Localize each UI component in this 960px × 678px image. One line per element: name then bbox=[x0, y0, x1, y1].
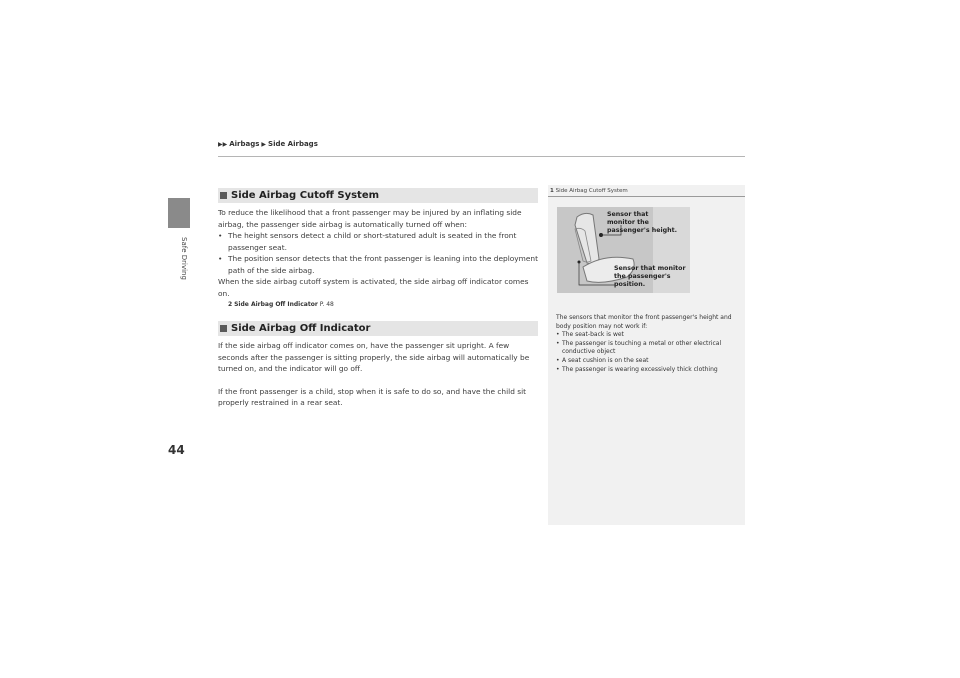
cutoff-body bbox=[218, 207, 540, 310]
xref-icon: 1 bbox=[550, 188, 554, 194]
sidebar-title bbox=[548, 185, 745, 197]
label-height-line-3: passenger's height. bbox=[607, 227, 678, 234]
bullet-icon: • bbox=[218, 231, 223, 240]
list-item bbox=[218, 230, 540, 253]
bullet-icon: • bbox=[556, 356, 560, 364]
header-divider bbox=[218, 156, 745, 157]
section-heading-cutoff bbox=[218, 188, 538, 203]
label-height-line-1: Sensor that bbox=[607, 211, 649, 218]
bullet-icon: • bbox=[218, 254, 223, 263]
sidebar-note bbox=[548, 185, 745, 525]
breadcrumb bbox=[218, 140, 318, 148]
condition-text: The passenger is wearing excessively thick clothing bbox=[562, 365, 718, 373]
bullet-icon: • bbox=[556, 365, 560, 373]
indicator-paragraph-2: If the front passenger is a child, stop when it is safe to do so, and have the child sit properly restrained in a rear seat. bbox=[218, 386, 527, 407]
section-heading-text: Side Airbag Cutoff System bbox=[231, 190, 380, 201]
arrow-right-icon: ▶▶ bbox=[218, 140, 228, 148]
xref-page: P. 48 bbox=[319, 301, 334, 308]
xref-icon: 2 bbox=[228, 301, 233, 308]
square-bullet-icon bbox=[220, 325, 227, 332]
condition-text: The seat-back is wet bbox=[562, 331, 624, 339]
cutoff-after: When the side airbag cutoff system is activated, the side airbag off indicator comes on. bbox=[218, 277, 529, 298]
chapter-label: Safe Driving bbox=[180, 237, 188, 280]
seat-illustration bbox=[557, 207, 690, 293]
bullet-text: The position sensor detects that the front passenger is leaning into the deployment path of the side airbag. bbox=[228, 254, 538, 275]
indicator-paragraph-1: If the side airbag off indicator comes on, have the passenger sit upright. A few seconds after the passenger is sitting properly, the side airbag will automatically be turned on, and the indicator will go off. bbox=[218, 341, 530, 373]
square-bullet-icon bbox=[220, 192, 227, 199]
section-heading-indicator bbox=[218, 321, 538, 336]
breadcrumb-item-side-airbags[interactable]: Side Airbags bbox=[268, 140, 318, 148]
breadcrumb-item-airbags[interactable]: Airbags bbox=[229, 140, 260, 148]
list-item bbox=[556, 366, 741, 375]
condition-text: A seat cushion is on the seat bbox=[562, 356, 649, 364]
bullet-text: The height sensors detect a child or short-statured adult is seated in the front passenger seat. bbox=[228, 231, 517, 252]
chapter-tab bbox=[168, 198, 190, 228]
label-position-line-3: position. bbox=[614, 281, 646, 288]
bullet-icon: • bbox=[556, 339, 560, 347]
label-height-line-2: monitor the bbox=[607, 219, 649, 226]
xref-label: Side Airbag Off Indicator bbox=[234, 301, 318, 308]
list-item bbox=[556, 357, 741, 366]
condition-text: The passenger is touching a metal or other electrical conductive object bbox=[562, 339, 722, 356]
section-heading-text: Side Airbag Off Indicator bbox=[231, 323, 371, 334]
seat-sensor-diagram bbox=[557, 207, 690, 293]
arrow-right-icon: ▶ bbox=[261, 140, 267, 148]
label-position-line-1: Sensor that monitor bbox=[614, 265, 686, 272]
sidebar-title-text: Side Airbag Cutoff System bbox=[555, 188, 628, 194]
cross-reference-link[interactable] bbox=[228, 300, 540, 310]
bullet-icon: • bbox=[556, 331, 560, 339]
label-position-line-2: the passenger's bbox=[614, 273, 671, 280]
list-item bbox=[556, 340, 741, 357]
list-item bbox=[556, 331, 741, 340]
page-number: 44 bbox=[168, 443, 185, 457]
list-item bbox=[218, 253, 540, 276]
note-intro: The sensors that monitor the front passenger's height and body position may not work if: bbox=[556, 314, 732, 330]
indicator-body bbox=[218, 340, 540, 409]
cutoff-intro: To reduce the likelihood that a front passenger may be injured by an inflating side airbag, the passenger side airbag is automatically turned off when: bbox=[218, 208, 522, 229]
sidebar-note-text bbox=[556, 314, 741, 374]
